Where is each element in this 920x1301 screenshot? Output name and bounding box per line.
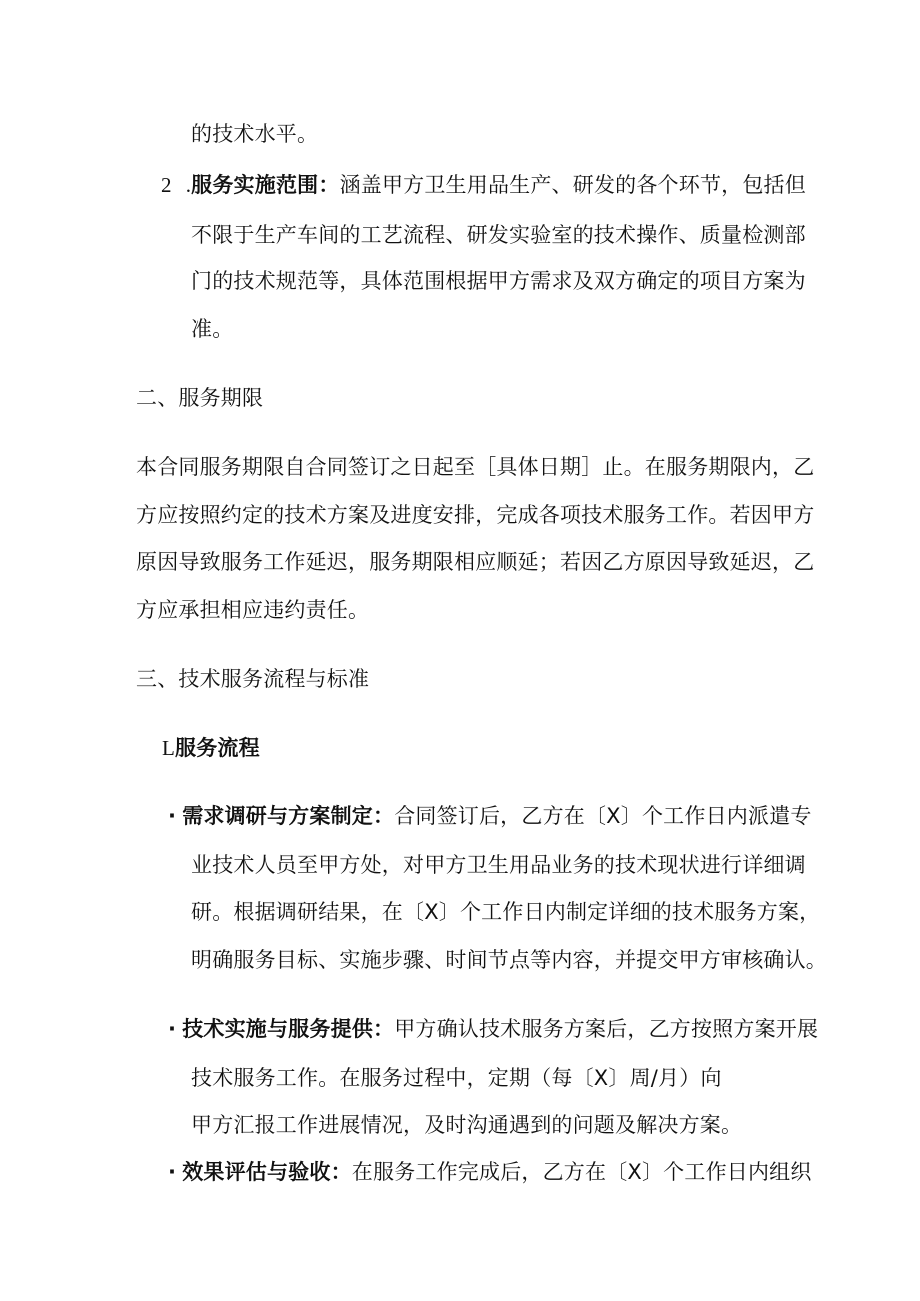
bullet-text: 合同签订后，乙方在〔X〕个工作日内派遣专 (394, 804, 812, 828)
bullet-marker: · (168, 1017, 177, 1041)
section-heading: 二、服务期限 (136, 386, 264, 410)
bullet-item (168, 803, 812, 829)
subsection-title: 服务流程 (175, 736, 260, 760)
paragraph-continuation: 的技术水平。 (191, 122, 319, 146)
list-item-2 (161, 172, 806, 198)
bullet-title: 需求调研与方案制定： (182, 804, 395, 828)
list-number: 2 (161, 173, 172, 197)
paragraph-line: 原因导致服务工作延迟，服务期限相应顺延；若因乙方原因导致延迟，乙 (136, 550, 815, 574)
bullet-marker: · (168, 804, 177, 828)
subsection-number: L (162, 736, 176, 760)
item-text: 涵盖甲方卫生用品生产、研发的各个环节，包括但 (339, 173, 806, 197)
bullet-item (168, 1016, 818, 1042)
bullet-item (168, 1159, 812, 1185)
bullet-text-line: 甲方汇报工作进展情况，及时沟通遇到的问题及解决方案。 (191, 1113, 743, 1137)
paragraph-line: 方应承担相应违约责任。 (136, 598, 370, 622)
bullet-marker: · (168, 1160, 177, 1184)
paragraph-line: 方应按照约定的技术方案及进度安排，完成各项技术服务工作。若因甲方 (136, 503, 815, 527)
bullet-title: 效果评估与验收： (182, 1160, 352, 1184)
bullet-text-line: 技术服务工作。在服务过程中，定期（每〔X〕周/月）向 (191, 1066, 722, 1090)
item-text-line: 准。 (191, 317, 234, 341)
bullet-text-line: 明确服务目标、实施步骤、时间节点等内容，并提交甲方审核确认。 (191, 948, 827, 972)
item-title: 服务实施范围： (191, 173, 340, 197)
item-text-line: 不限于生产车间的工艺流程、研发实验室的技术操作、质量检测部 (191, 223, 806, 247)
paragraph-line: 本合同服务期限自合同签订之日起至［具体日期］止。在服务期限内，乙 (136, 455, 815, 479)
subsection-heading (162, 735, 260, 761)
bullet-text: 甲方确认技术服务方案后，乙方按照方案开展 (394, 1017, 819, 1041)
bullet-text: 在服务工作完成后，乙方在〔X〕个工作日内组织 (351, 1160, 812, 1184)
item-text-line: 门的技术规范等，具体范围根据甲方需求及双方确定的项目方案为 (191, 269, 806, 293)
bullet-title: 技术实施与服务提供： (182, 1017, 395, 1041)
list-number-dot: . (185, 173, 192, 197)
section-heading: 三、技术服务流程与标准 (136, 667, 370, 691)
bullet-text-line: 业技术人员至甲方处，对甲方卫生用品业务的技术现状进行详细调 (191, 853, 806, 877)
bullet-text-line: 研。根据调研结果，在〔X〕个工作日内制定详细的技术服务方案， (191, 900, 821, 924)
